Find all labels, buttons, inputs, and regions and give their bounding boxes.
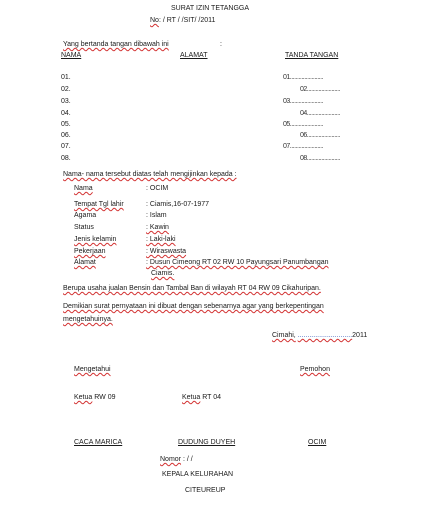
column-header-nama: NAMA <box>61 52 82 59</box>
paragraph-demikian-1: Demikian surat pernyataan ini dibuat dengan sebenarnya agar yang berkepentingan <box>63 303 324 310</box>
field-value-alamat: : Dusun Cimeong RT 02 RW 10 Payungsari Panumbangan <box>146 259 329 266</box>
row-number: 01. <box>61 74 71 81</box>
signature-line: 02....................... <box>300 86 341 93</box>
signature-line: 08....................... <box>300 155 341 162</box>
paragraph-usaha: Berupa usaha jualan Bensin dan Tambal Ban di wilayah RT 04 RW 09 Cikahuripan. <box>63 285 321 292</box>
intro-colon: : <box>220 41 222 48</box>
column-header-alamat: ALAMAT <box>180 52 208 59</box>
ketua-rw-label: Ketua RW 09 <box>74 394 116 401</box>
column-header-tanda-tangan: TANDA TANGAN <box>285 52 339 59</box>
signature-line: 07....................... <box>283 143 324 150</box>
number-label: No <box>150 17 159 24</box>
row-number: 08. <box>61 155 71 162</box>
paragraph-demikian-2: mengetahuinya. <box>63 316 113 323</box>
row-number: 06. <box>61 132 71 139</box>
body-intro: Nama- nama tersebut diatas telah mengijinkan kepada : <box>63 171 237 178</box>
row-number: 05. <box>61 121 71 128</box>
signature-line: 06....................... <box>300 132 341 139</box>
field-label-ttl: Tempat Tgl lahir <box>74 201 124 208</box>
field-value-ttl: : Ciamis,16-07-1977 <box>146 201 210 208</box>
signature-line: 03....................... <box>283 98 324 105</box>
row-number: 04. <box>61 110 71 117</box>
field-value-agama: : Islam <box>146 212 167 219</box>
name-ketua-rt: DUDUNG DUYEH <box>178 439 236 446</box>
kepala-kelurahan: KEPALA KELURAHAN <box>162 471 234 478</box>
document-number <box>150 16 215 25</box>
document-title: SURAT IZIN TETANGGA <box>171 5 250 12</box>
row-number: 02. <box>61 86 71 93</box>
field-value-pekerjaan: : Wiraswasta <box>146 248 187 255</box>
ketua-rt-label: Ketua RT 04 <box>182 394 222 401</box>
field-value-nama: : OCIM <box>146 185 169 192</box>
field-value-jenis-kelamin: : Laki-laki <box>146 236 176 243</box>
name-pemohon: OCIM <box>308 439 327 446</box>
signature-line: 01....................... <box>283 74 324 81</box>
pemohon-label: Pemohon <box>300 366 330 373</box>
nomor-line: Nomor : / / <box>160 456 193 463</box>
number-rest: : / RT / /SIT/ /2011 <box>158 17 216 24</box>
city-date: Cimahi, ............................2011 <box>272 332 368 339</box>
name-ketua-rw: CACA MARICA <box>74 439 123 446</box>
field-label-alamat: Alamat <box>74 259 96 266</box>
row-number: 07. <box>61 143 71 150</box>
field-label-jenis-kelamin: Jenis kelamin <box>74 236 117 243</box>
signature-line: 05....................... <box>283 121 324 128</box>
field-value-status: : Kawin <box>146 224 169 231</box>
kelurahan-name: CITEUREUP <box>185 487 226 494</box>
signature-line: 04....................... <box>300 110 341 117</box>
field-label-agama: Agama <box>74 212 97 219</box>
field-label-pekerjaan: Pekerjaan <box>74 248 106 255</box>
intro-line: Yang bertanda tangan dibawah ini <box>63 41 169 48</box>
field-label-nama: Nama <box>74 185 93 192</box>
field-label-status: Status <box>74 224 94 231</box>
field-value-alamat-cont: Ciamis. <box>151 270 175 277</box>
row-number: 03. <box>61 98 71 105</box>
mengetahui-label: Mengetahui <box>74 366 111 373</box>
